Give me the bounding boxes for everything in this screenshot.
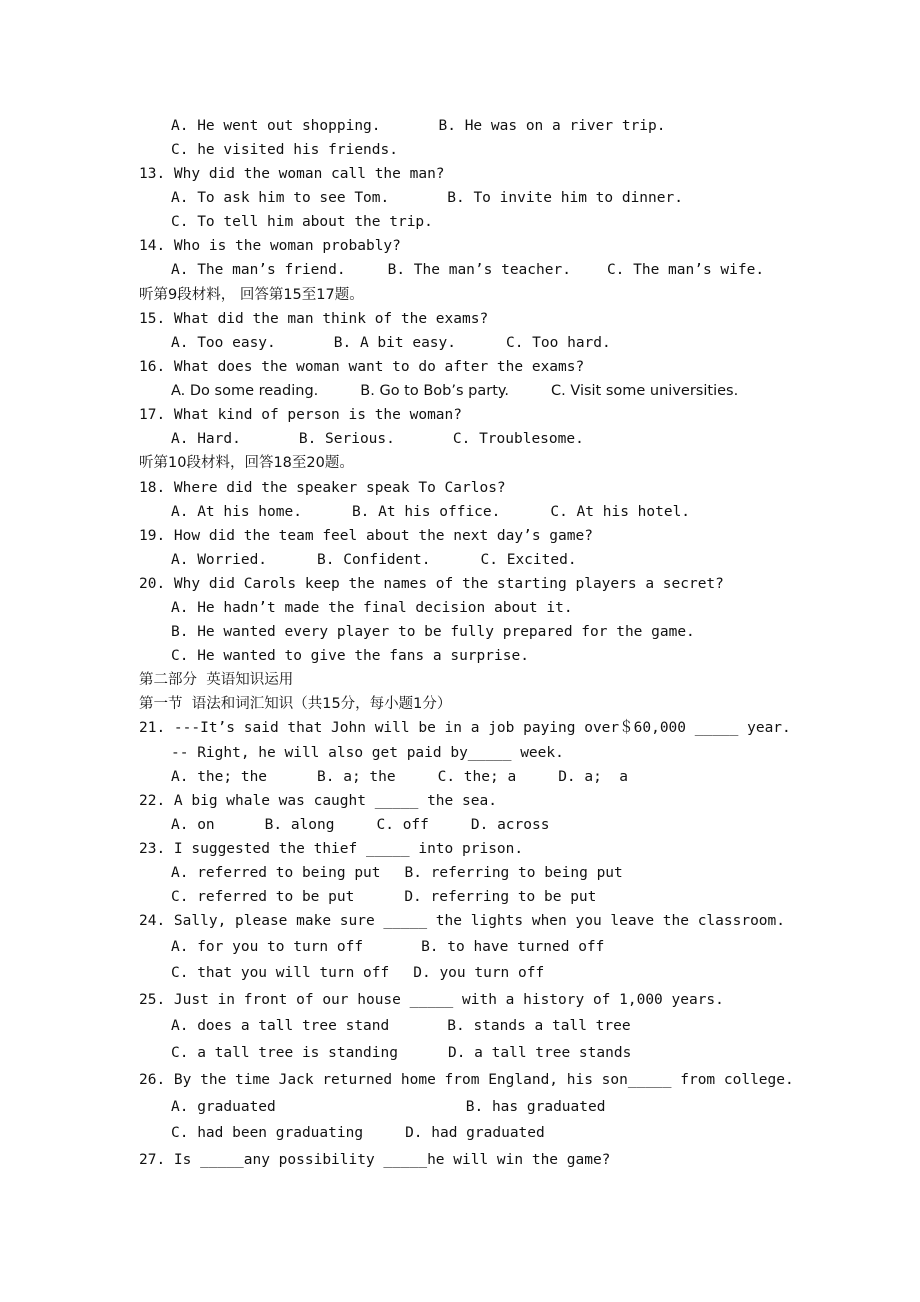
options-row	[171, 502, 690, 522]
answer-option: A. graduated	[171, 1099, 276, 1115]
answer-option: D. you turn off	[413, 965, 545, 981]
answer-option: A. Do some reading.	[171, 383, 319, 399]
question-stem: 24. Sally, please make sure _____ the lights when you leave the classroom.	[139, 913, 786, 929]
answer-option: A. on	[171, 817, 215, 833]
answer-option: A. for you to turn off	[171, 939, 364, 955]
question-stem: 26. By the time Jack returned home from England, his son_____ from college.	[139, 1072, 794, 1088]
answer-option: B. He was on a river trip.	[438, 118, 666, 134]
options-row	[171, 1097, 605, 1117]
options-row	[171, 333, 611, 353]
question-stem: 20. Why did Carols keep the names of the starting players a secret?	[139, 576, 724, 592]
answer-option: C. that you will turn off	[171, 965, 390, 981]
answer-option: B. Go to Bob’s party.	[360, 383, 509, 399]
section-heading: 第一节 语法和词汇知识（共15分，每小题1分）	[139, 696, 452, 712]
answer-option: A. referred to being put	[171, 865, 381, 881]
answer-option: C. The man’s wife.	[606, 262, 765, 278]
answer-option: B. A bit easy.	[333, 335, 456, 351]
options-row	[171, 598, 573, 618]
answer-option: -- Right, he will also get paid by_____ week.	[171, 745, 564, 761]
question-stem: 15. What did the man think of the exams?	[139, 311, 489, 327]
question-stem: 21. ---It’s said that John will be in a job paying over＄60,000 _____ year.	[139, 720, 791, 736]
answer-option: B. At his office.	[351, 504, 501, 520]
answer-option: B. to have turned off	[421, 939, 605, 955]
question-stem: 23. I suggested the thief _____ into prison.	[139, 841, 524, 857]
answer-option: B. stands a tall tree	[447, 1018, 631, 1034]
question-stem: 18. Where did the speaker speak To Carlos?	[139, 480, 506, 496]
section-heading: 听第9段材料， 回答第15至17题。	[139, 287, 364, 303]
answer-option: C. To tell him about the trip.	[171, 214, 433, 230]
answer-option: C. At his hotel.	[550, 504, 691, 520]
question-stem: 17. What kind of person is the woman?	[139, 407, 463, 423]
answer-option: A. At his home.	[171, 504, 302, 520]
answer-option: A. Too easy.	[171, 335, 276, 351]
answer-option: B. along	[264, 817, 335, 833]
answer-option: C. off	[376, 817, 429, 833]
answer-option: C. He wanted to give the fans a surprise.	[171, 648, 529, 664]
question-stem: 16. What does the woman want to do after the exams?	[139, 359, 585, 375]
options-row	[171, 381, 738, 401]
section-heading: 第二部分 英语知识运用	[139, 672, 294, 688]
answer-option: B. He wanted every player to be fully prepared for the game.	[171, 624, 695, 640]
options-row	[171, 963, 544, 983]
section-heading: 听第10段材料，回答18至20题。	[139, 455, 354, 471]
question-stem: 14. Who is the woman probably?	[139, 238, 401, 254]
answer-option: B. To invite him to dinner.	[447, 190, 683, 206]
answer-option: C. referred to be put	[171, 889, 355, 905]
options-row	[171, 116, 666, 136]
answer-option: B. a; the	[317, 769, 396, 785]
answer-option: A. He went out shopping.	[171, 118, 381, 134]
answer-option: A. He hadn’t made the final decision about it.	[171, 600, 573, 616]
options-row	[171, 743, 564, 763]
options-row	[171, 887, 596, 907]
question-stem: 13. Why did the woman call the man?	[139, 166, 445, 182]
answer-option: C. had been graduating	[171, 1125, 364, 1141]
options-row	[171, 622, 695, 642]
options-row	[171, 1016, 631, 1036]
answer-option: C. the; a	[437, 769, 517, 785]
answer-option: B. Confident.	[317, 552, 431, 568]
answer-option: B. Serious.	[298, 431, 395, 447]
answer-option: A. Worried.	[171, 552, 268, 568]
question-stem: 27. Is _____any possibility _____he will win the game?	[139, 1152, 611, 1168]
options-row	[171, 550, 577, 570]
answer-option: D. across	[470, 817, 550, 833]
question-stem: 22. A big whale was caught _____ the sea.	[139, 793, 497, 809]
question-stem: 25. Just in front of our house _____ with a history of 1,000 years.	[139, 992, 724, 1008]
answer-option: C. Excited.	[480, 552, 577, 568]
answer-option: A. The man’s friend.	[171, 262, 346, 278]
options-row	[171, 188, 683, 208]
options-row	[171, 646, 529, 666]
answer-option: C. a tall tree is standing	[171, 1045, 398, 1061]
question-stem: 19. How did the team feel about the next day’s game?	[139, 528, 593, 544]
options-row	[171, 863, 623, 883]
options-row	[171, 260, 764, 280]
answer-option: A. does a tall tree stand	[171, 1018, 390, 1034]
answer-option: B. referring to being put	[404, 865, 623, 881]
answer-option: D. referring to be put	[404, 889, 597, 905]
options-row	[171, 212, 433, 232]
answer-option: D. a tall tree stands	[447, 1045, 632, 1061]
answer-option: C. he visited his friends.	[171, 142, 398, 158]
answer-option: C. Too hard.	[505, 335, 611, 351]
answer-option: D. had graduated	[405, 1125, 545, 1141]
answer-option: A. To ask him to see Tom.	[171, 190, 390, 206]
options-row	[171, 140, 398, 160]
answer-option: C. Troublesome.	[452, 431, 584, 447]
answer-option: A. the; the	[171, 769, 268, 785]
answer-option: D. a; a	[558, 769, 629, 785]
options-row	[171, 429, 584, 449]
options-row	[171, 1123, 545, 1143]
options-row	[171, 937, 604, 957]
options-row	[171, 767, 628, 787]
answer-option: A. Hard.	[171, 431, 241, 447]
options-row	[171, 815, 549, 835]
answer-option: C. Visit some universities.	[551, 383, 739, 399]
answer-option: B. The man’s teacher.	[387, 262, 571, 278]
options-row	[171, 1043, 631, 1063]
answer-option: B. has graduated	[465, 1099, 606, 1115]
